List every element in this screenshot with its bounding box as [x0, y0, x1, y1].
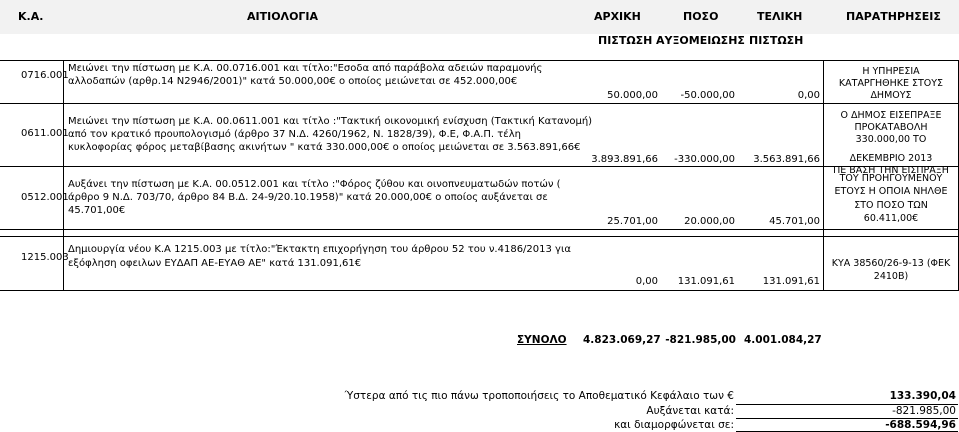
row-desc-line: από τον κρατικό προυπολογισμό (άρθρο 37 Ν.Δ. 4260/1962, Ν. 1828/39), Φ.Ε, Φ.Α.Π. τέλη [68, 129, 521, 140]
row-change: -330.000,00 [674, 154, 735, 165]
row-desc-line: κυκλοφορίας φόρος μεταβίβασης ακινήτων " κατά 330.000,00€ ο οποίος μειώνεται σε 3.563.891,66€ [68, 142, 581, 153]
row-remark-line: ΠΕ ΒΑΣΗ ΤΗΝ ΕΙΣΠΡΑΞΗ [833, 165, 949, 173]
row-initial: 0,00 [635, 276, 658, 287]
row-desc-line: αλλοδαπών (αρθρ.14 Ν2946/2001)" κατά 50.000,00€ ο οποίος μειώνεται σε 452.000,00€ [68, 76, 518, 87]
row-final: 131.091,61 [762, 276, 820, 287]
footer-value: -821.985,00 [892, 405, 956, 417]
row-remark-line: ΕΤΟΥΣ Η ΟΠΟΙΑ ΝΗΛΘΕ [834, 186, 948, 197]
row-desc-line: 45.701,00€ [68, 205, 126, 216]
row-initial: 3.893.891,66 [591, 154, 658, 165]
row-remark-line: 2410Β) [873, 271, 909, 282]
row-change: -50.000,00 [680, 90, 735, 101]
row-remark-line: ΚΑΤΑΡΓΗΘΗΚΕ ΣΤΟΥΣ [838, 78, 944, 89]
row-final: 0,00 [797, 90, 820, 101]
footer-label: και διαμορφώνεται σε: [614, 419, 734, 431]
row-ka: 0512.001 [21, 192, 69, 203]
header-ka: Κ.Α. [18, 10, 44, 23]
row-remark-line: 60.411,00€ [863, 213, 919, 224]
row-desc-line: Μειώνει την πίστωση με Κ.Α. 00.0716.001 και τίτλο:"Εσοδα από παράβολα αδειών παραμονής [68, 63, 543, 74]
row-ka: 0716.001 [21, 70, 69, 81]
row-remark-line: 330.000,00 ΤΟ [855, 134, 927, 145]
row-remark-line: ΤΟΥ ΠΡΟΗΓΟΥΜΕΝΟΥ [839, 173, 943, 184]
footer-value: -688.594,96 [885, 419, 956, 431]
header-poso: ΠΟΣΟ [683, 10, 719, 23]
header-arxiki: ΑΡΧΙΚΗ [594, 10, 641, 23]
header-afxomeioseis: ΑΥΞΟΜΕΙΩΣΗΣ [656, 34, 745, 47]
row-remark-line: ΣΤΟ ΠΟΣΟ ΤΩΝ [854, 200, 928, 211]
row-remark-line: ΚΥΑ 38560/26-9-13 (ΦΕΚ [831, 258, 951, 269]
row-remark-line: Ο ΔΗΜΟΣ ΕΙΣΕΠΡΑΞΕ [840, 110, 942, 121]
row-remark-line: ΔΕΚΕΜΒΡΙΟ 2013 [849, 153, 933, 164]
header-teliki: ΤΕΛΙΚΗ [757, 10, 803, 23]
totals-label: ΣΥΝΟΛΟ [517, 334, 567, 346]
header-aitiologia: ΑΙΤΙΟΛΟΓΙΑ [247, 10, 319, 23]
row-initial: 50.000,00 [607, 90, 658, 101]
row-desc-line: Μειώνει την πίστωση με Κ.Α. 00.0611.001 και τίτλο :"Τακτική οικονομική ενίσχυση (Τακτική Κατανομή) [68, 116, 593, 127]
totals-change: -821.985,00 [665, 334, 736, 346]
header-pistosi-initial: ΠΙΣΤΩΣΗ [598, 34, 653, 47]
row-desc-line: εξόφληση οφειλων ΕΥΔΑΠ ΑΕ-ΕΥΑΘ ΑΕ" κατά 131.091,61€ [68, 258, 362, 269]
header-pistosi-final: ΠΙΣΤΩΣΗ [749, 34, 804, 47]
row-desc-line: Αυξάνει την πίστωση με Κ.Α. 00.0512.001 και τίτλο :"Φόρος ζύθου και οινοπνευματωδών ποτών ( [68, 179, 561, 190]
row-remark-line: Η ΥΠΗΡΕΣΙΑ [862, 66, 920, 77]
row-change: 20.000,00 [684, 216, 735, 227]
footer-value: 133.390,04 [889, 390, 956, 402]
row-initial: 25.701,00 [607, 216, 658, 227]
footer-label: Αυξάνεται κατά: [646, 405, 734, 417]
row-ka: 1215.003 [21, 252, 69, 263]
footer-label: Ύστερα από τις πιο πάνω τροποποιήσεις το Αποθεματικό Κεφάλαιο των € [344, 390, 734, 402]
row-change: 131.091,61 [677, 276, 735, 287]
row-final: 3.563.891,66 [753, 154, 820, 165]
table-header [0, 0, 959, 34]
totals-initial: 4.823.069,27 [583, 334, 661, 346]
row-remark-line: ΔΗΜΟΥΣ [870, 90, 912, 101]
header-paratiriseis: ΠΑΡΑΤΗΡΗΣΕΙΣ [846, 10, 941, 23]
row-desc-line: Δημιουργία νέου Κ.Α 1215.003 με τίτλο:"Έκτακτη επιχορήγηση του άρθρου 52 του ν.4186/2013 για [68, 244, 571, 255]
row-desc-line: άρθρο 9 Ν.Δ. 703/70, άρθρο 84 Β.Δ. 24-9/20.10.1958)" κατά 20.000,00€ ο οποίος αυξάνεται σε [68, 192, 548, 203]
row-remark-line: ΠΡΟΚΑΤΑΒΟΛΗ [854, 122, 928, 133]
row-ka: 0611.001 [21, 128, 69, 139]
totals-final: 4.001.084,27 [744, 334, 822, 346]
row-final: 45.701,00 [769, 216, 820, 227]
